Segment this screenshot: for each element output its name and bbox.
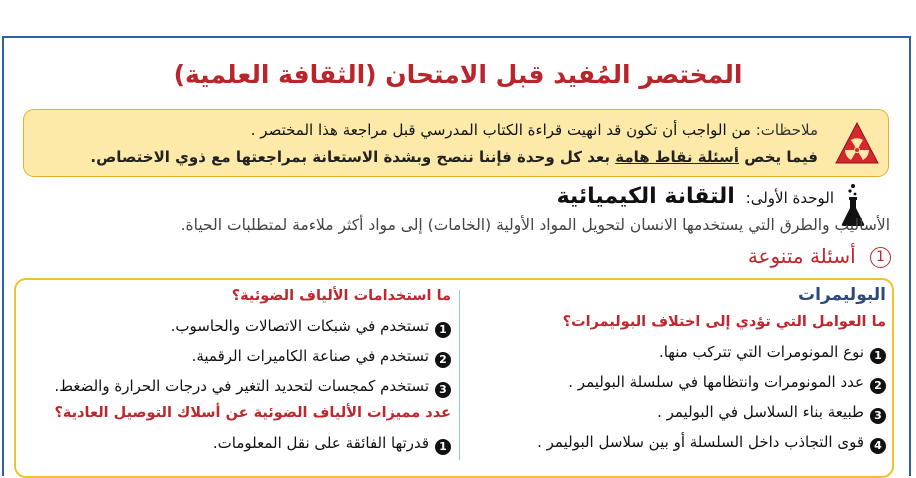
- right-column-title: البوليمرات: [797, 285, 886, 305]
- list-item: [466, 368, 886, 398]
- list-item: [466, 428, 886, 458]
- item-text: تستخدم في شبكات الاتصالات والحاسوب.: [170, 317, 429, 335]
- item-number: 4: [870, 438, 886, 454]
- item-text: عدد المونومرات وانتظامها في سلسلة البوليمر .: [568, 373, 864, 391]
- item-text: نوع المونومرات التي تتركب منها.: [658, 343, 864, 361]
- unit-description: الأساليب والطرق التي يستخدمها الانسان لتحويل المواد الأولية (الخامات) إلى مواد أكثر ملاءمة لمتطلبات الحياة.: [180, 216, 890, 234]
- list-item: [31, 342, 451, 372]
- notes-line-2: [90, 148, 818, 166]
- item-number: 2: [435, 352, 451, 368]
- item-number: 1: [870, 348, 886, 364]
- item-number: 3: [435, 382, 451, 398]
- question: ما العوامل التي تؤدي إلى اختلاف البوليمرات؟: [562, 314, 886, 330]
- item-text: قدرتها الفائقة على نقل المعلومات.: [212, 434, 429, 452]
- unit-label: الوحدة الأولى:: [745, 189, 834, 207]
- section-title: أسئلة متنوعة: [747, 244, 856, 268]
- notes-line-1: [251, 121, 818, 139]
- item-number: 1: [435, 322, 451, 338]
- list-item: [31, 312, 451, 342]
- section-heading: [748, 244, 891, 268]
- radiation-hazard-icon: [834, 121, 880, 165]
- notes-text-2b: بعد كل وحدة فإننا ننصح وبشدة الاستعانة بمراجعتها مع ذوي الاختصاص.: [90, 148, 611, 166]
- section-number: 1: [870, 247, 891, 268]
- list-item: [31, 372, 451, 402]
- unit-name: التقانة الكيميائية: [556, 184, 735, 209]
- unit-heading: [557, 184, 834, 209]
- list-item: [466, 338, 886, 368]
- right-column: [466, 285, 886, 458]
- item-number: 1: [435, 439, 451, 455]
- left-column: [31, 285, 451, 459]
- item-number: 3: [870, 408, 886, 424]
- item-number: 2: [870, 378, 886, 394]
- page-title: المختصر المُفيد قبل الامتحان (الثقافة العلمية): [173, 60, 743, 89]
- item-text: تستخدم في صناعة الكاميرات الرقمية.: [191, 347, 429, 365]
- item-text: طبيعة بناء السلاسل في البوليمر .: [657, 403, 864, 421]
- column-divider: [459, 290, 460, 460]
- notes-label: ملاحظات:: [755, 121, 818, 139]
- question: عدد مميزات الألياف الضوئية عن أسلاك التوصيل العادية؟: [54, 405, 451, 421]
- list-item: [466, 398, 886, 428]
- notes-text-2-underlined: أسئلة نقاط هامة: [615, 148, 739, 166]
- item-text: تستخدم كمجسات لتحديد التغير في درجات الحرارة والضغط.: [54, 377, 429, 395]
- question: ما استخدامات الألياف الضوئية؟: [231, 288, 451, 304]
- list-item: [31, 429, 451, 459]
- notes-text-1: من الواجب أن تكون قد انهيت قراءة الكتاب المدرسي قبل مراجعة هذا المختصر .: [250, 121, 751, 139]
- item-text: قوى التجاذب داخل السلسلة أو بين سلاسل البوليمر .: [537, 433, 864, 451]
- notes-text-2a: فيما يخص: [744, 148, 818, 166]
- notes-box: [23, 109, 889, 177]
